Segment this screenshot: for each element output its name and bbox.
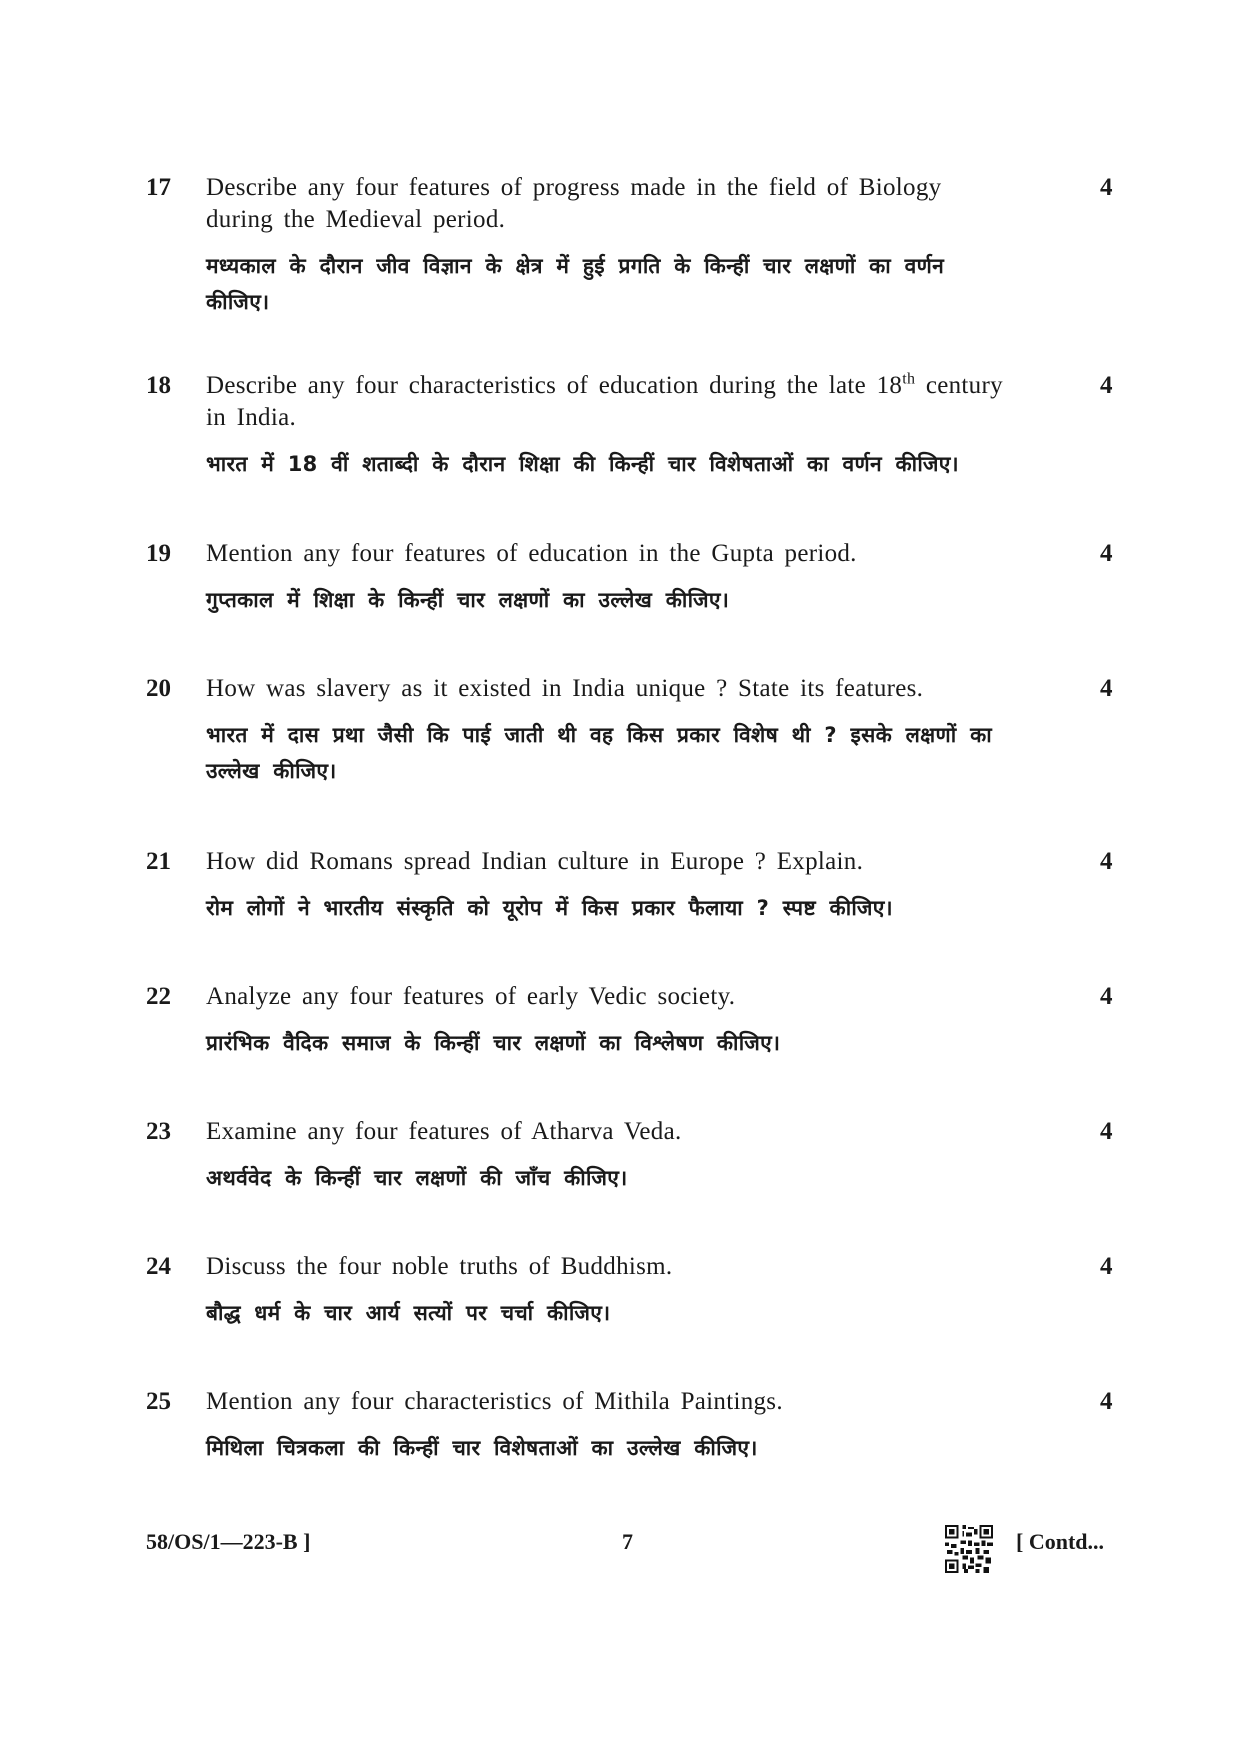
marks: 4 — [1100, 540, 1113, 567]
question-text — [206, 538, 1006, 618]
question-hindi: गुप्तकाल में शिक्षा के किन्हीं चार लक्षणों का उल्लेख कीजिए। — [206, 588, 730, 612]
question-text — [206, 1386, 1006, 1466]
question-text — [206, 846, 1006, 926]
question-text — [206, 1116, 1006, 1196]
page-footer — [0, 1525, 1240, 1565]
question-number: 18 — [146, 372, 171, 399]
question-hindi: अथर्ववेद के किन्हीं चार लक्षणों की जाँच कीजिए। — [206, 1166, 628, 1190]
question-english — [206, 370, 1006, 434]
ordinal-suffix: th — [902, 370, 916, 388]
question-english: Analyze any four features of early Vedic society. — [206, 983, 736, 1010]
question-english-part: century in India. — [206, 372, 1003, 431]
marks: 4 — [1100, 848, 1113, 875]
question-number: 25 — [146, 1388, 171, 1415]
question-text — [206, 673, 1006, 789]
question-number: 22 — [146, 983, 171, 1010]
question-text — [206, 370, 1006, 482]
question-hindi: भारत में 18 वीं शताब्दी के दौरान शिक्षा की किन्हीं चार विशेषताओं का वर्णन कीजिए। — [206, 452, 959, 476]
question-number: 17 — [146, 174, 171, 201]
question-hindi: मध्यकाल के दौरान जीव विज्ञान के क्षेत्र में हुई प्रगति के किन्हीं चार लक्षणों का वर्णन कीजिए। — [206, 254, 945, 314]
question-text — [206, 172, 1006, 320]
question-hindi: बौद्ध धर्म के चार आर्य सत्यों पर चर्चा कीजिए। — [206, 1301, 611, 1325]
question-number: 21 — [146, 848, 171, 875]
question-number: 19 — [146, 540, 171, 567]
marks: 4 — [1100, 372, 1113, 399]
question-hindi: रोम लोगों ने भारतीय संस्कृति को यूरोप में किस प्रकार फैलाया ? स्पष्ट कीजिए। — [206, 896, 893, 920]
question-number: 23 — [146, 1118, 171, 1145]
marks: 4 — [1100, 1253, 1113, 1280]
question-hindi: प्रारंभिक वैदिक समाज के किन्हीं चार लक्षणों का विश्लेषण कीजिए। — [206, 1031, 781, 1055]
question-text — [206, 981, 1006, 1061]
question-english-part: Describe any four characteristics of education during the late 18 — [206, 372, 903, 399]
question-hindi: भारत में दास प्रथा जैसी कि पाई जाती थी वह किस प्रकार विशेष थी ? इसके लक्षणों का उल्लेख कीजिए। — [206, 723, 992, 783]
question-number: 20 — [146, 675, 171, 702]
question-english: Mention any four characteristics of Mithila Paintings. — [206, 1388, 783, 1415]
qr-code-icon — [945, 1525, 993, 1573]
marks: 4 — [1100, 1388, 1113, 1415]
marks: 4 — [1100, 1118, 1113, 1145]
question-english: How did Romans spread Indian culture in Europe ? Explain. — [206, 848, 864, 875]
paper-code: 58/OS/1—223-B ] — [146, 1529, 311, 1554]
question-number: 24 — [146, 1253, 171, 1280]
page-number: 7 — [622, 1529, 633, 1554]
marks: 4 — [1100, 174, 1113, 201]
marks: 4 — [1100, 983, 1113, 1010]
continued-label: [ Contd... — [1016, 1529, 1105, 1554]
question-english: Discuss the four noble truths of Buddhism. — [206, 1253, 673, 1280]
question-english: Describe any four features of progress made in the field of Biology during the Medieval period. — [206, 174, 942, 233]
question-english: Examine any four features of Atharva Veda. — [206, 1118, 682, 1145]
marks: 4 — [1100, 675, 1113, 702]
question-hindi: मिथिला चित्रकला की किन्हीं चार विशेषताओं का उल्लेख कीजिए। — [206, 1436, 758, 1460]
question-text — [206, 1251, 1006, 1331]
question-english: How was slavery as it existed in India unique ? State its features. — [206, 675, 924, 702]
question-english: Mention any four features of education in the Gupta period. — [206, 540, 857, 567]
